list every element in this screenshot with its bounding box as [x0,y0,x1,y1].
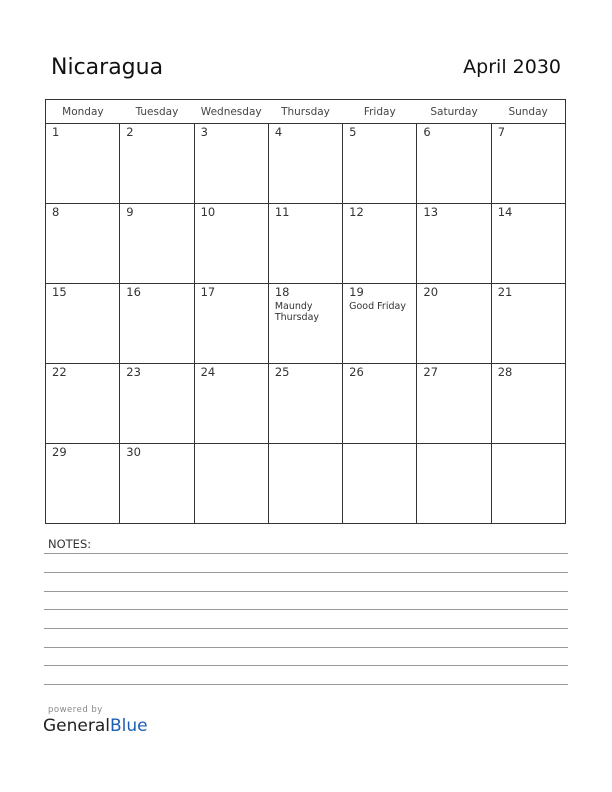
weekday-monday: Monday [46,100,120,124]
day-number: 10 [200,205,216,219]
day-number: 14 [497,205,513,219]
day-number: 27 [423,365,439,379]
day-cell [268,444,342,524]
day-number: 11 [274,205,290,219]
day-cell [46,284,120,364]
notes-line [44,591,568,592]
day-cell [46,204,120,284]
day-number: 13 [423,205,439,219]
day-cell [120,124,194,204]
weekday-friday: Friday [343,100,417,124]
weekday-saturday: Saturday [417,100,491,124]
month-year-title: April 2030 [463,56,561,78]
country-title: Nicaragua [51,55,164,80]
day-number: 2 [126,125,134,139]
day-cell [343,284,417,364]
day-cell [46,364,120,444]
day-number: 21 [497,285,513,299]
day-cell [46,124,120,204]
day-cell [268,284,342,364]
week-row [46,124,566,204]
day-cell [417,444,491,524]
day-cell [120,284,194,364]
day-number: 24 [200,365,216,379]
day-cell [120,204,194,284]
notes-line [44,572,568,573]
day-cell [343,204,417,284]
weekday-wednesday: Wednesday [194,100,268,124]
day-number: 1 [52,125,60,139]
day-number: 12 [349,205,364,219]
calendar-grid [45,99,566,524]
day-cell [120,364,194,444]
day-cell [120,444,194,524]
day-cell [417,124,491,204]
weekday-tuesday: Tuesday [120,100,194,124]
day-cell [194,124,268,204]
day-number: 28 [497,365,513,379]
day-number: 26 [349,365,364,379]
day-number: 9 [126,205,134,219]
weekday-sunday: Sunday [491,100,565,124]
holiday-label: Good Friday [349,301,406,312]
day-number: 6 [423,125,431,139]
day-number: 25 [274,365,290,379]
day-number: 3 [200,125,208,139]
day-cell [194,444,268,524]
day-cell [491,124,565,204]
day-number: 5 [349,125,357,139]
day-number: 8 [52,205,60,219]
day-number: 23 [126,365,141,379]
notes-line [44,553,568,554]
day-cell [491,204,565,284]
day-cell [343,124,417,204]
powered-by-text: powered by [48,705,103,715]
day-cell [417,284,491,364]
day-cell [343,444,417,524]
notes-line [44,628,568,629]
notes-line [44,684,568,685]
week-row [46,444,566,524]
week-row [46,364,566,444]
day-cell [194,364,268,444]
day-cell [491,364,565,444]
day-cell [417,204,491,284]
day-number: 15 [52,285,67,299]
day-cell [46,444,120,524]
day-number: 4 [274,125,283,139]
day-cell [194,284,268,364]
day-number: 17 [200,285,216,299]
day-number: 7 [497,125,506,139]
day-cell [268,204,342,284]
day-number: 22 [52,365,67,379]
day-number: 18 [274,285,290,299]
day-number: 29 [52,445,67,459]
brand-general: General [43,716,110,736]
week-row [46,284,566,364]
day-number: 16 [126,285,141,299]
holiday-label: Maundy Thursday [274,301,320,323]
brand-blue: Blue [110,716,148,736]
notes-line [44,647,568,648]
day-cell [268,364,342,444]
day-number: 20 [423,285,439,299]
notes-label: NOTES: [48,537,92,551]
day-cell [491,284,565,364]
day-cell [491,444,565,524]
day-cell [343,364,417,444]
day-number: 30 [126,445,141,459]
week-row [46,204,566,284]
generalblue-logo[interactable] [43,716,148,736]
day-cell [268,124,342,204]
weekday-thursday: Thursday [268,100,342,124]
day-number: 19 [349,285,364,299]
weekday-header-row [46,100,566,124]
notes-line [44,665,568,666]
day-cell [417,364,491,444]
day-cell [194,204,268,284]
notes-line [44,609,568,610]
